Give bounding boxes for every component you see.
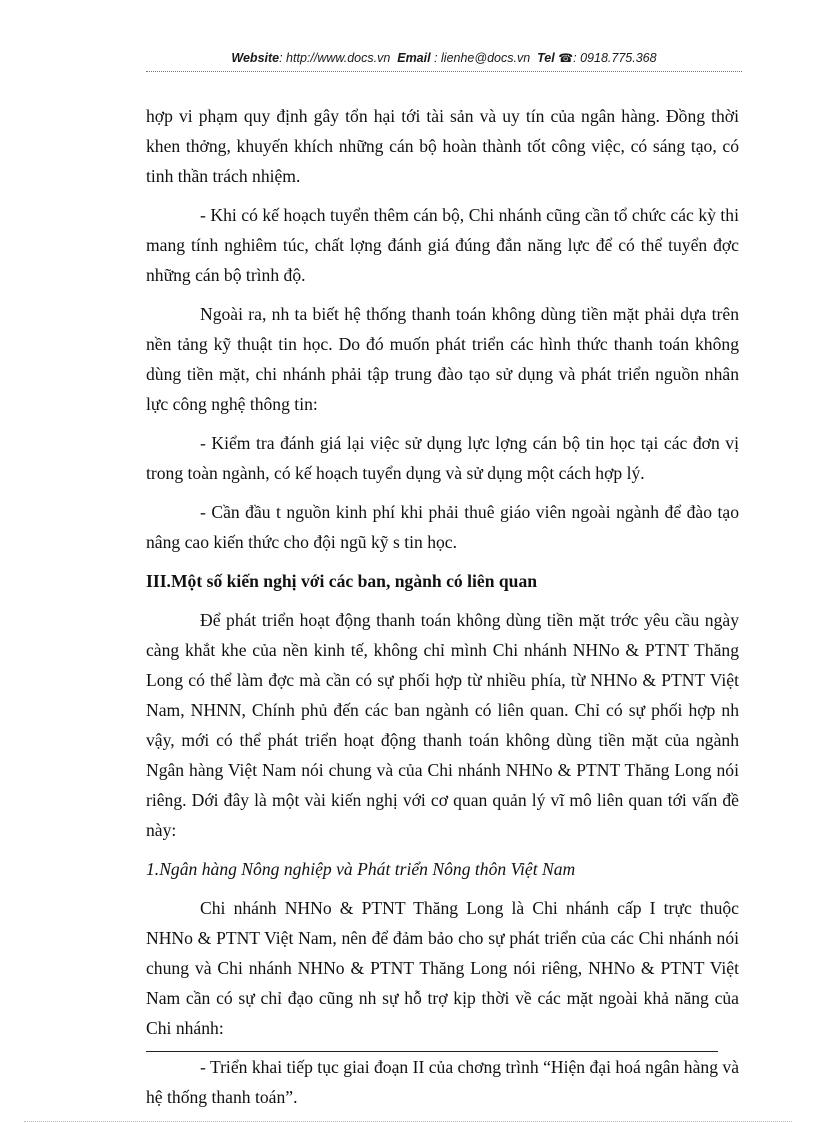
paragraph: - Cần đầu t nguồn kinh phí khi phải thuê giáo viên ngoài ngành để đào tạo nâng cao kiến thức cho đội ngũ kỹ s tin học.: [146, 502, 739, 552]
paragraph: Để phát triển hoạt động thanh toán không dùng tiền mặt trớc yêu cầu ngày càng khắt khe của nền kinh tế, không chỉ mình Chi nhánh NHNo & PTNT Thăng Long có thể làm đợc mà cần có sự phối hợp từ nhiều phía, từ NHNo & PTNT Việt Nam, NHNN, Chính phủ đến các ban ngành có liên quan. Chỉ có sự phối hợp nh vậy, mới có thể phát triển hoạt động thanh toán không dùng tiền mặt của ngành Ngân hàng Việt Nam nói chung và của Chi nhánh NHNo & PTNT Thăng Long nói riêng. Dới đây là một vài kiến nghị với cơ quan quản lý vĩ mô liên quan tới vấn đề này:: [146, 610, 739, 840]
section-heading: III.Một số kiến nghị với các ban, ngành có liên quan: [146, 571, 538, 591]
tel-label: Tel: [537, 51, 555, 65]
email-label: Email: [397, 51, 431, 65]
page-edge-divider: [24, 1121, 792, 1122]
paragraph: - Triển khai tiếp tục giai đoạn II của chơng trình “Hiện đại hoá ngân hàng và hệ thống thanh toán”.: [146, 1057, 739, 1107]
paragraph: hợp vi phạm quy định gây tổn hại tới tài sản và uy tín của ngân hàng. Đồng thời khen thởng, khuyến khích những cán bộ hoàn thành tốt công việc, có sáng tạo, có tinh thần trách nhiệm.: [146, 106, 739, 186]
header-divider: [146, 71, 742, 72]
footer-divider: [146, 1051, 718, 1052]
paragraph: - Khi có kế hoạch tuyển thêm cán bộ, Chi nhánh cũng cần tổ chức các kỳ thi mang tính nghiêm túc, chất lợng đánh giá đúng đắn năng lực để có thể tuyển đợc những cán bộ trình độ.: [146, 205, 739, 285]
tel-value: : 0918.775.368: [573, 51, 657, 65]
phone-icon: ☎: [558, 51, 574, 65]
page-header: [146, 51, 742, 65]
paragraph: - Kiểm tra đánh giá lại việc sử dụng lực lợng cán bộ tin học tại các đơn vị trong toàn ngành, có kế hoạch tuyển dụng và sử dụng một cách hợp lý.: [146, 433, 739, 483]
subsection-heading: 1.Ngân hàng Nông nghiệp và Phát triển Nông thôn Việt Nam: [146, 859, 576, 879]
website-value[interactable]: : http://www.docs.vn: [279, 51, 391, 65]
document-body: [146, 101, 739, 1112]
paragraph: Ngoài ra, nh ta biết hệ thống thanh toán không dùng tiền mặt phải dựa trên nền tảng kỹ thuật tin học. Do đó muốn phát triển các hình thức thanh toán không dùng tiền mặt, chi nhánh phải tập trung đào tạo sử dụng và phát triển nguồn nhân lực công nghệ thông tin:: [146, 304, 739, 414]
paragraph: Chi nhánh NHNo & PTNT Thăng Long là Chi nhánh cấp I trực thuộc NHNo & PTNT Việt Nam, nên để đảm bảo cho sự phát triển của các Chi nhánh nói chung và Chi nhánh NHNo & PTNT Thăng Long nói riêng, NHNo & PTNT Việt Nam cần có sự chỉ đạo cũng nh sự hỗ trợ kịp thời về các mặt ngoài khả năng của Chi nhánh:: [146, 898, 739, 1038]
website-label: Website: [231, 51, 280, 65]
email-value[interactable]: : lienhe@docs.vn: [434, 51, 531, 65]
